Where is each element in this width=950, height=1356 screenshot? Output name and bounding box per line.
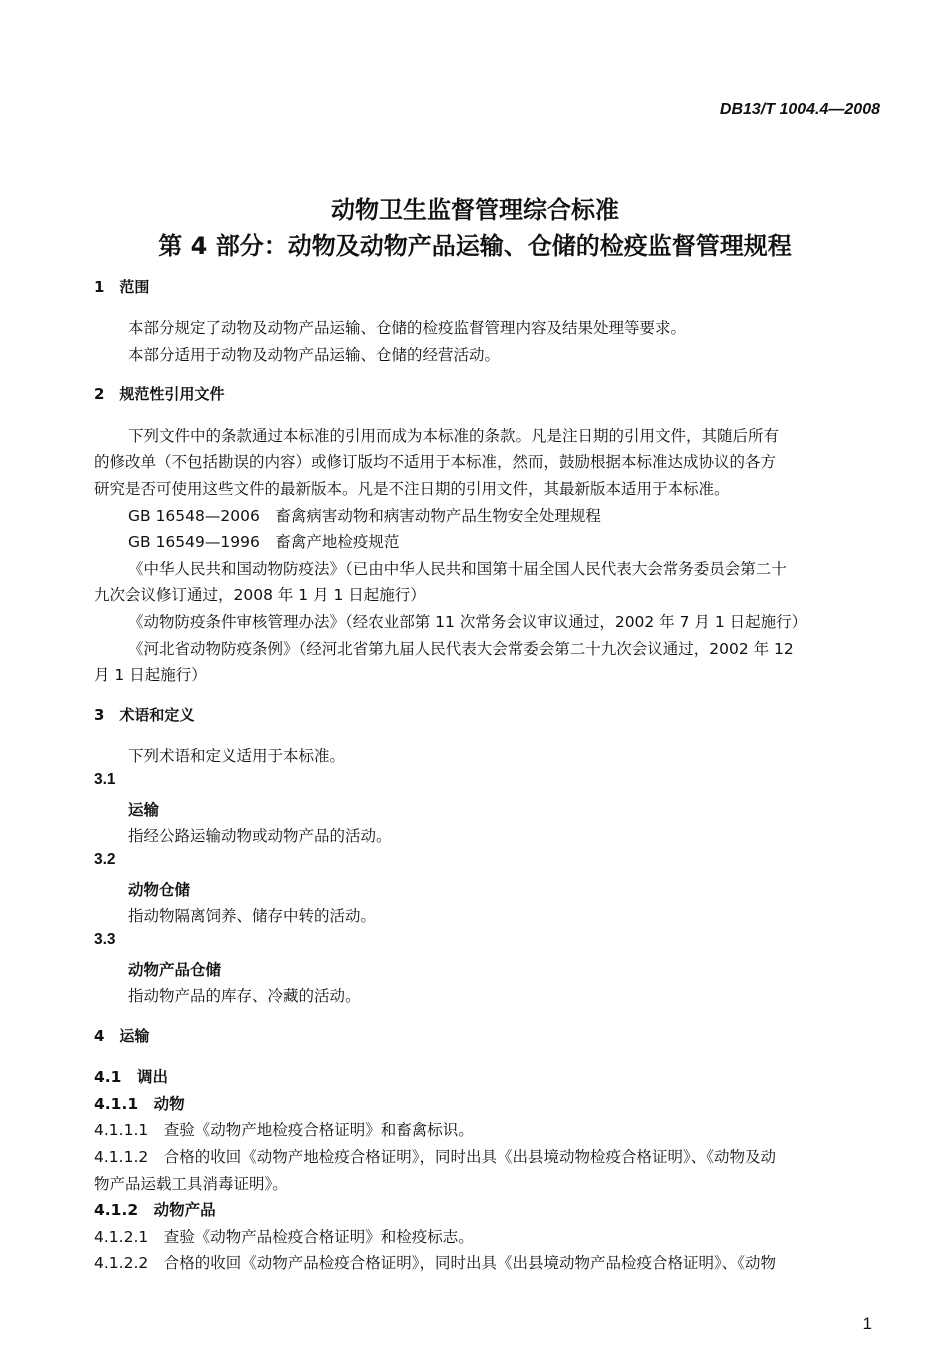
section-1-paragraph-1: 本部分规定了动物及动物产品运输、仓储的检疫监督管理内容及结果处理等要求。 <box>128 319 687 337</box>
term-3-1-name: 运输 <box>128 801 160 819</box>
clause-4-1-1-2-line-1: 4.1.1.2 合格的收回《动物产地检疫合格证明》，同时出具《出县境动物检疫合格证明》、《动物及动 <box>94 1148 776 1166</box>
section-2-paragraph-line-1: 下列文件中的条款通过本标准的引用而成为本标准的条款。凡是注日期的引用文件，其随后所有 <box>128 427 780 445</box>
reference-regulation-line-2: 月 1 日起施行） <box>94 666 207 684</box>
section-2-paragraph-line-3: 研究是否可使用这些文件的最新版本。凡是不注日期的引用文件，其最新版本适用于本标准。 <box>94 480 730 498</box>
page-number: 1 <box>862 1314 872 1333</box>
reference-regulation-line-1: 《河北省动物防疫条例》（经河北省第九届人民代表大会常委会第二十九次会议通过，2002 年 12 <box>128 640 794 658</box>
term-3-3-number: 3.3 <box>94 931 116 948</box>
term-3-3-name: 动物产品仓储 <box>128 961 222 979</box>
document-title: 动物卫生监督管理综合标准 <box>331 196 619 224</box>
reference-law-line-2: 九次会议修订通过，2008 年 1 月 1 日起施行） <box>94 586 426 604</box>
term-3-3-definition: 指动物产品的库存、冷藏的活动。 <box>128 987 361 1005</box>
clause-4-1: 4.1 调出 <box>94 1068 168 1086</box>
standard-code: DB13/T 1004.4—2008 <box>719 101 880 118</box>
term-3-2-definition: 指动物隔离饲养、储存中转的活动。 <box>128 907 377 925</box>
clause-4-1-1-1: 4.1.1.1 查验《动物产地检疫合格证明》和畜禽标识。 <box>94 1121 474 1139</box>
section-1-paragraph-2: 本部分适用于动物及动物产品运输、仓储的经营活动。 <box>128 346 501 364</box>
section-2-heading: 2 规范性引用文件 <box>94 385 225 403</box>
term-3-1-number: 3.1 <box>94 771 116 788</box>
term-3-2-number: 3.2 <box>94 851 116 868</box>
section-3-intro: 下列术语和定义适用于本标准。 <box>128 747 346 765</box>
section-3-heading: 3 术语和定义 <box>94 706 195 724</box>
section-4-heading: 4 运输 <box>94 1027 150 1045</box>
reference-gb16548: GB 16548—2006 畜禽病害动物和病害动物产品生物安全处理规程 <box>128 507 601 525</box>
reference-gb16549: GB 16549—1996 畜禽产地检疫规范 <box>128 533 400 551</box>
clause-4-1-1-2-line-2: 物产品运载工具消毒证明》。 <box>94 1175 288 1193</box>
section-1-heading: 1 范围 <box>94 278 150 296</box>
document-subtitle: 第 4 部分：动物及动物产品运输、仓储的检疫监督管理规程 <box>158 232 792 260</box>
clause-4-1-1: 4.1.1 动物 <box>94 1095 185 1113</box>
clause-4-1-2-1: 4.1.2.1 查验《动物产品检疫合格证明》和检疫标志。 <box>94 1228 474 1246</box>
reference-law-line-1: 《中华人民共和国动物防疫法》（已由中华人民共和国第十届全国人民代表大会常务委员会第二十 <box>128 560 787 578</box>
reference-measures: 《动物防疫条件审核管理办法》（经农业部第 11 次常务会议审议通过，2002 年 7 月 1 日起施行） <box>128 613 808 631</box>
clause-4-1-2: 4.1.2 动物产品 <box>94 1201 216 1219</box>
term-3-1-definition: 指经公路运输动物或动物产品的活动。 <box>128 827 392 845</box>
section-2-paragraph-line-2: 的修改单（不包括勘误的内容）或修订版均不适用于本标准，然而，鼓励根据本标准达成协议的各方 <box>94 453 777 471</box>
clause-4-1-2-2: 4.1.2.2 合格的收回《动物产品检疫合格证明》，同时出具《出县境动物产品检疫合格证明》、《动物 <box>94 1254 776 1272</box>
term-3-2-name: 动物仓储 <box>128 881 191 899</box>
